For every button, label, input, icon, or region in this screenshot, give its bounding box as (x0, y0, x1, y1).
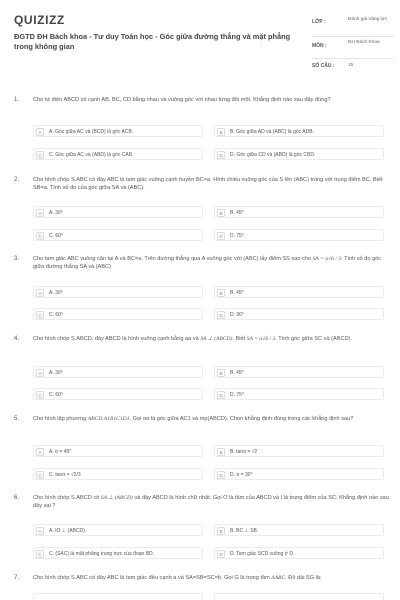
option-letter: B (217, 527, 225, 535)
question-text-part: . Gọi αα là góc giữa AC1 và mp(ABCD). Chọn khẳng định đúng trong các khẳng định sau? (129, 416, 354, 422)
option-letter: D (217, 391, 225, 399)
math-expression: SA = a√6 / 3 (246, 336, 276, 342)
option-text: B. 45° (230, 289, 244, 296)
question-number: 2. (14, 177, 20, 183)
question-text: Cho hình chóp S.ABC có đáy ABC là tam giác vuông cạnh huyền BC=a. Hình chiếu vuông góc của S lên (ABC) trùng với trung điểm BC. Biết SB=a. Tính số đo của góc giữa SA và (ABC). (33, 177, 383, 191)
option-d[interactable] (214, 308, 384, 320)
question-number: 6. (14, 495, 20, 501)
option-c[interactable] (33, 468, 203, 480)
question-text-part: . Tính góc giữa SC và (ABCD). (275, 336, 352, 342)
option-letter: B (217, 448, 225, 456)
option-d[interactable] (214, 468, 384, 480)
worksheet-header (0, 0, 400, 82)
option-a[interactable] (33, 524, 203, 536)
question-text-part: Cho hình chóp S.ABCD, đáy ABCD là hình vuông cạnh bằng aa và (33, 336, 199, 342)
option-text: D. Góc giữa CD và (ABD) là góc CBD. (230, 151, 316, 158)
question-number: 1. (14, 97, 20, 103)
option-text: C. (SAC) là mặt phẳng trung trực của đoạn BD. (49, 550, 155, 557)
question-6 (0, 495, 400, 561)
option-letter: D (217, 471, 225, 479)
question-1 (0, 97, 400, 163)
option-c[interactable] (33, 547, 203, 559)
option-a[interactable] (33, 593, 203, 600)
option-a[interactable] (33, 286, 203, 298)
question-3 (0, 256, 400, 322)
question-text-part: . Tính số đo góc giữa đường thẳng SA và (ABC) (33, 256, 382, 270)
option-text: D. α = 30° (230, 471, 253, 478)
math-expression: ΔABC (271, 575, 286, 581)
question-text-part: . Độ dài SG là: (285, 575, 322, 581)
meta-row-subject (312, 37, 394, 59)
option-letter: A (36, 369, 44, 377)
option-letter: A (36, 289, 44, 297)
option-letter: A (36, 448, 44, 456)
option-text: D. Tam giác SCD vuông ở D. (230, 550, 295, 557)
option-d[interactable] (214, 148, 384, 160)
option-text: B. 45° (230, 209, 244, 216)
option-text: A. 30° (49, 289, 63, 296)
option-letter: D (217, 232, 225, 240)
meta-value: Đánh giá năng lực (348, 17, 388, 22)
option-letter: C (36, 550, 44, 558)
question-4 (0, 336, 400, 402)
option-letter: D (217, 550, 225, 558)
meta-key: LỚP : (312, 19, 326, 25)
option-letter: D (217, 311, 225, 319)
math-expression: ABCD.A1B1C1D1 (87, 416, 130, 422)
option-text: A. Góc giữa AC và (BCD) là góc ACB. (49, 128, 134, 135)
option-d[interactable] (214, 388, 384, 400)
option-text: D. 90° (230, 311, 244, 318)
option-b[interactable] (214, 445, 384, 457)
question-text (33, 575, 391, 583)
option-text: C. 60° (49, 232, 63, 239)
option-text: C. tanα = √2/3 (49, 471, 81, 478)
option-a[interactable] (33, 445, 203, 457)
option-letter: A (36, 527, 44, 535)
option-text: C. Góc giữa AC và (ABD) là góc CAB. (49, 151, 134, 158)
option-b[interactable] (214, 524, 384, 536)
option-letter: C (36, 311, 44, 319)
question-text-part: Cho hình chóp S.ABC có đáy ABC là tam giác đều cạnh a và SA=SB=SC=b. Gọi G là trọng tâm (33, 575, 270, 581)
question-text (33, 256, 391, 271)
option-text: B. BC ⊥ SB. (230, 527, 259, 534)
option-text: A. IO ⊥ (ABCD). (49, 527, 87, 534)
meta-row-count (312, 59, 394, 74)
option-b[interactable] (214, 366, 384, 378)
option-text: A. 30° (49, 369, 63, 376)
math-expression: SA ⊥ (ABCD) (200, 336, 233, 342)
option-letter: B (217, 209, 225, 217)
option-b[interactable] (214, 593, 384, 600)
option-letter: B (217, 289, 225, 297)
option-letter: C (36, 151, 44, 159)
question-7 (0, 575, 400, 600)
question-number: 7. (14, 575, 20, 581)
option-b[interactable] (214, 286, 384, 298)
question-text-part: và đáy ABCD là hình chữ nhật. Gọi O là tâm của ABCD và I là trung điểm của SC. Khẳng định nào sau đây sai ? (33, 495, 389, 509)
option-letter: C (36, 471, 44, 479)
question-number: 5. (14, 416, 20, 422)
question-text (33, 495, 391, 510)
option-letter: C (36, 232, 44, 240)
math-expression: SA ⊥ (ABCD) (100, 495, 133, 501)
option-c[interactable] (33, 388, 203, 400)
meta-row-class (312, 15, 394, 37)
option-d[interactable] (214, 229, 384, 241)
question-2 (0, 177, 400, 243)
quizizz-logo: QUIZIZZ (14, 13, 65, 27)
question-text-part: . Biết (232, 336, 246, 342)
meta-value: 15 (348, 63, 354, 68)
option-text: C. 60° (49, 311, 63, 318)
option-c[interactable] (33, 229, 203, 241)
option-b[interactable] (214, 206, 384, 218)
option-letter: C (36, 391, 44, 399)
option-a[interactable] (33, 366, 203, 378)
option-a[interactable] (33, 125, 203, 137)
option-letter: D (217, 151, 225, 159)
option-letter: B (217, 128, 225, 136)
question-text-part: Cho tam giác ABC vuông cân tại A và BC=a. Trên đường thẳng qua A vuông góc với (ABC) lấy điểm SS sao cho (33, 256, 312, 262)
option-text: B. 45° (230, 369, 244, 376)
option-text: D. 75° (230, 391, 244, 398)
math-expression: SA = a√6 / 3 (312, 256, 342, 262)
option-text: D. 75° (230, 232, 244, 239)
question-text (33, 336, 391, 344)
question-text: Cho tứ diện ABCD có cạnh AB, BC, CD bằng nhau và vuông góc với nhau từng đôi một. Khẳng định nào sau đây đúng? (33, 97, 331, 103)
option-text: A. 30° (49, 209, 63, 216)
question-text-part: Cho hình chóp S.ABCD có (33, 495, 100, 501)
question-text-part: Cho hình lập phương (33, 416, 87, 422)
option-c[interactable] (33, 148, 203, 160)
meta-key: SỐ CÂU : (312, 63, 335, 69)
option-c[interactable] (33, 308, 203, 320)
meta-value: ĐH Bách Khoa (348, 40, 380, 45)
question-number: 4. (14, 336, 20, 342)
option-d[interactable] (214, 547, 384, 559)
worksheet-meta (312, 15, 394, 74)
option-text: B. Góc giữa AD và (ABC) là góc ADB. (230, 128, 314, 135)
question-number: 3. (14, 256, 20, 262)
option-text: A. α = 45° (49, 448, 72, 455)
question-5 (0, 416, 400, 482)
option-a[interactable] (33, 206, 203, 218)
meta-key: MÔN : (312, 43, 327, 49)
worksheet-title: ĐGTD ĐH Bách khoa - Tư duy Toán học - Góc giữa đường thẳng và mặt phẳng trong không gian (14, 32, 291, 51)
option-text: B. tanα = √2 (230, 448, 258, 455)
question-text (33, 416, 391, 424)
option-letter: A (36, 209, 44, 217)
option-letter: A (36, 128, 44, 136)
option-text: C. 60° (49, 391, 63, 398)
option-b[interactable] (214, 125, 384, 137)
option-letter: B (217, 369, 225, 377)
